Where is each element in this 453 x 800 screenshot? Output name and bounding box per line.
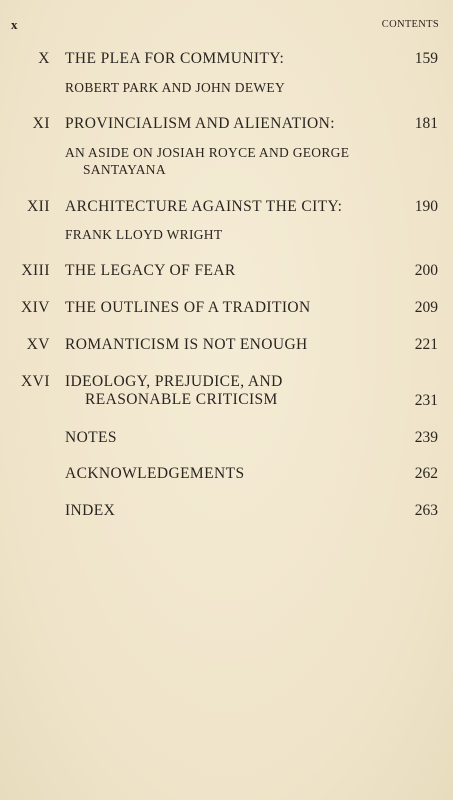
chapter-title-line1: IDEOLOGY, PREJUDICE, AND (65, 373, 283, 390)
chapter-title: ARCHITECTURE AGAINST THE CITY: (65, 198, 343, 215)
chapter-subtitle: ROBERT PARK AND JOHN DEWEY (65, 80, 286, 95)
chapter-page: 231 (414, 392, 438, 409)
backmatter-title: NOTES (65, 429, 117, 446)
chapter-title (65, 373, 395, 409)
backmatter-page: 262 (414, 465, 438, 482)
chapter-page: 200 (414, 262, 438, 279)
chapter-page: 159 (414, 50, 438, 67)
chapter-number: XI (32, 115, 50, 132)
chapter-page: 221 (414, 336, 438, 353)
chapter-number: XII (26, 198, 50, 215)
chapter-subtitle: FRANK LLOYD WRIGHT (65, 227, 223, 242)
chapter-number: XV (26, 336, 50, 353)
backmatter-title: INDEX (65, 502, 116, 519)
chapter-title: THE PLEA FOR COMMUNITY: (65, 50, 285, 67)
chapter-number: X (38, 50, 50, 67)
chapter-page: 190 (414, 198, 438, 215)
chapter-number: XIII (21, 262, 50, 279)
backmatter-title: ACKNOWLEDGEMENTS (65, 465, 245, 482)
page-folio: x (11, 17, 18, 32)
chapter-title: THE OUTLINES OF A TRADITION (65, 299, 311, 316)
backmatter-page: 239 (414, 429, 438, 446)
chapter-subtitle-line2: SANTAYANA (83, 162, 166, 177)
running-head: CONTENTS (381, 19, 439, 30)
chapter-page: 209 (414, 299, 438, 316)
chapter-title: THE LEGACY OF FEAR (65, 262, 236, 279)
chapter-subtitle-line1: AN ASIDE ON JOSIAH ROYCE AND GEORGE (65, 145, 350, 160)
chapter-number: XVI (20, 373, 50, 390)
backmatter-page: 263 (414, 502, 438, 519)
chapter-number: XIV (20, 299, 50, 316)
chapter-page: 181 (414, 115, 438, 132)
chapter-subtitle (65, 144, 425, 178)
chapter-title: ROMANTICISM IS NOT ENOUGH (65, 336, 308, 353)
chapter-title-line2: REASONABLE CRITICISM (85, 391, 278, 408)
chapter-title: PROVINCIALISM AND ALIENATION: (65, 115, 335, 132)
